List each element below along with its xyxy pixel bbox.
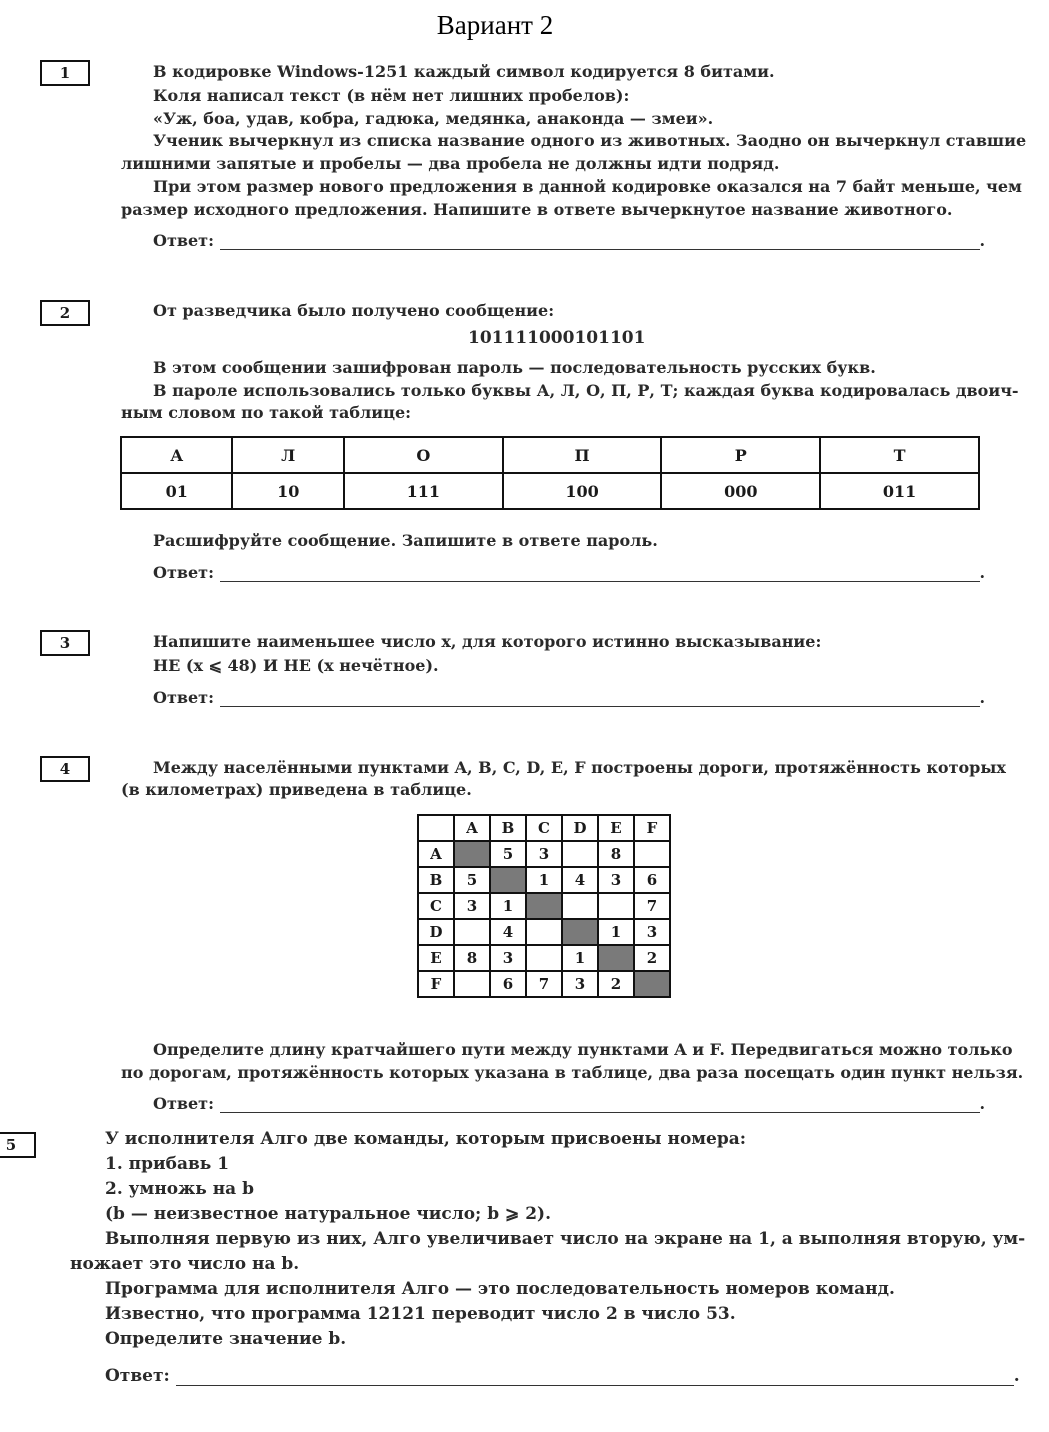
distance-table-cell: 5 (490, 841, 526, 867)
task4-line: Между населёнными пунктами A, B, C, D, E, F построены дороги, протяжённость которых (153, 758, 1006, 777)
code-table-code: 011 (820, 473, 979, 509)
distance-table-cell: 3 (526, 841, 562, 867)
task5-line: У исполнителя Алго две команды, которым присвоены номера: (105, 1129, 747, 1149)
distance-table-corner (418, 815, 454, 841)
answer-label: Ответ: (153, 688, 214, 707)
distance-table-cell: 3 (490, 945, 526, 971)
task5-line: Определите значение b. (105, 1329, 347, 1349)
distance-table-cell: 4 (490, 919, 526, 945)
answer-line[interactable] (220, 688, 980, 707)
distance-table-cell (490, 867, 526, 893)
task5-line: Программа для исполнителя Алго — это последовательность номеров команд. (105, 1279, 895, 1299)
distance-table-cell (562, 841, 598, 867)
distance-table-cell: 7 (634, 893, 670, 919)
distance-table-cell: 3 (454, 893, 490, 919)
task5-line: 1. прибавь 1 (105, 1154, 230, 1174)
task1-line: В кодировке Windows-1251 каждый символ кодируется 8 битами. (153, 62, 775, 81)
distance-table-cell: 8 (454, 945, 490, 971)
answer-line[interactable] (220, 563, 980, 582)
distance-table-row-header: C (418, 893, 454, 919)
distance-table-header: F (634, 815, 670, 841)
task2-line: ным словом по такой таблице: (121, 403, 412, 422)
distance-table-cell (526, 893, 562, 919)
code-table-letter: Л (232, 437, 343, 473)
distance-table-cell: 1 (562, 945, 598, 971)
code-table-code: 000 (661, 473, 820, 509)
distance-table-cell (598, 945, 634, 971)
distance-table-cell (598, 893, 634, 919)
distance-table-cell (634, 971, 670, 997)
distance-table-header: C (526, 815, 562, 841)
distance-table-cell (526, 945, 562, 971)
distance-table-cell: 3 (562, 971, 598, 997)
distance-table-cell: 1 (526, 867, 562, 893)
answer-line[interactable] (220, 1094, 980, 1113)
task1-line: При этом размер нового предложения в данной кодировке оказался на 7 байт меньше, чем (153, 177, 1022, 196)
task-number-2: 2 (40, 300, 90, 326)
task5-line: ножает это число на b. (70, 1254, 300, 1274)
distance-table-cell: 8 (598, 841, 634, 867)
distance-table-header: A (454, 815, 490, 841)
answer-label: Ответ: (153, 1094, 214, 1113)
answer-field-3[interactable]: Ответ: . (153, 688, 986, 707)
distance-table-row-header: B (418, 867, 454, 893)
task3-line: Напишите наименьшее число x, для которого истинно высказывание: (153, 632, 822, 651)
code-table-letter: Р (661, 437, 820, 473)
code-table-code: 111 (344, 473, 503, 509)
distance-table-cell: 3 (598, 867, 634, 893)
distance-table-row-header: F (418, 971, 454, 997)
distance-table-cell (634, 841, 670, 867)
code-table-letter: О (344, 437, 503, 473)
answer-line[interactable] (220, 231, 980, 250)
distance-table (417, 814, 671, 998)
distance-table-cell: 1 (598, 919, 634, 945)
task2-intro: От разведчика было получено сообщение: (153, 301, 555, 320)
distance-table-cell (454, 919, 490, 945)
task3-line: НЕ (x ⩽ 48) И НЕ (x нечётное). (153, 656, 439, 675)
task1-line: Коля написал текст (в нём нет лишних пробелов): (153, 86, 630, 105)
task5-line: 2. умножь на b (105, 1179, 254, 1199)
task4-after: по дорогам, протяжённость которых указана в таблице, два раза посещать один пункт нельзя. (121, 1063, 1024, 1082)
distance-table-row-header: E (418, 945, 454, 971)
task2-line: В этом сообщении зашифрован пароль — последовательность русских букв. (153, 358, 876, 377)
answer-field-4[interactable]: Ответ: . (153, 1094, 986, 1113)
distance-table-header: D (562, 815, 598, 841)
page-title: Вариант 2 (436, 10, 554, 40)
task1-line: Ученик вычеркнул из списка название одного из животных. Заодно он вычеркнул ставшие (153, 131, 1027, 150)
distance-table-cell (454, 971, 490, 997)
code-table-letter: Т (820, 437, 979, 473)
distance-table-header: E (598, 815, 634, 841)
distance-table-cell: 5 (454, 867, 490, 893)
distance-table-cell (454, 841, 490, 867)
distance-table-cell (562, 919, 598, 945)
distance-table-cell (562, 893, 598, 919)
code-table-code: 10 (232, 473, 343, 509)
distance-table-cell: 1 (490, 893, 526, 919)
task-number-1: 1 (40, 60, 90, 86)
code-table (120, 436, 980, 510)
answer-field-5[interactable]: Ответ: . (105, 1366, 1020, 1386)
task5-line: Известно, что программа 12121 переводит число 2 в число 53. (105, 1304, 736, 1324)
task-number-3: 3 (40, 630, 90, 656)
distance-table-cell: 2 (634, 945, 670, 971)
answer-label: Ответ: (153, 231, 214, 250)
distance-table-cell: 6 (634, 867, 670, 893)
code-table-letter: П (503, 437, 662, 473)
distance-table-cell: 6 (490, 971, 526, 997)
task1-line: «Уж, боа, удав, кобра, гадюка, медянка, анаконда — змеи». (153, 109, 714, 128)
distance-table-header: B (490, 815, 526, 841)
distance-table-cell: 2 (598, 971, 634, 997)
task4-line: (в километрах) приведена в таблице. (121, 780, 472, 799)
task4-after: Определите длину кратчайшего пути между пунктами A и F. Передвигаться можно только (153, 1040, 1013, 1059)
task5-line: Выполняя первую из них, Алго увеличивает число на экране на 1, а выполняя вторую, ум- (105, 1229, 1026, 1249)
task-number-4: 4 (40, 756, 90, 782)
answer-line[interactable] (176, 1367, 1014, 1386)
task2-line: В пароле использовались только буквы А, Л, О, П, Р, Т; каждая буква кодировалась двоич- (153, 381, 1019, 400)
answer-field-2[interactable]: Ответ: . (153, 563, 986, 582)
answer-label: Ответ: (105, 1366, 170, 1386)
distance-table-cell: 3 (634, 919, 670, 945)
code-table-letter: А (121, 437, 232, 473)
distance-table-cell: 4 (562, 867, 598, 893)
answer-field-1[interactable]: Ответ: . (153, 231, 986, 250)
distance-table-row-header: A (418, 841, 454, 867)
distance-table-cell (526, 919, 562, 945)
distance-table-row-header: D (418, 919, 454, 945)
task1-line: размер исходного предложения. Напишите в ответе вычеркнутое название животного. (121, 200, 953, 219)
task-number-5: 5 (0, 1132, 36, 1158)
encoded-message: 101111000101101 (468, 328, 646, 348)
code-table-code: 100 (503, 473, 662, 509)
code-table-code: 01 (121, 473, 232, 509)
task1-line: лишними запятые и пробелы — два пробела не должны идти подряд. (121, 154, 780, 173)
answer-label: Ответ: (153, 563, 214, 582)
task5-line: (b — неизвестное натуральное число; b ⩾ 2). (105, 1204, 552, 1224)
distance-table-cell: 7 (526, 971, 562, 997)
task2-after: Расшифруйте сообщение. Запишите в ответе пароль. (153, 531, 658, 550)
